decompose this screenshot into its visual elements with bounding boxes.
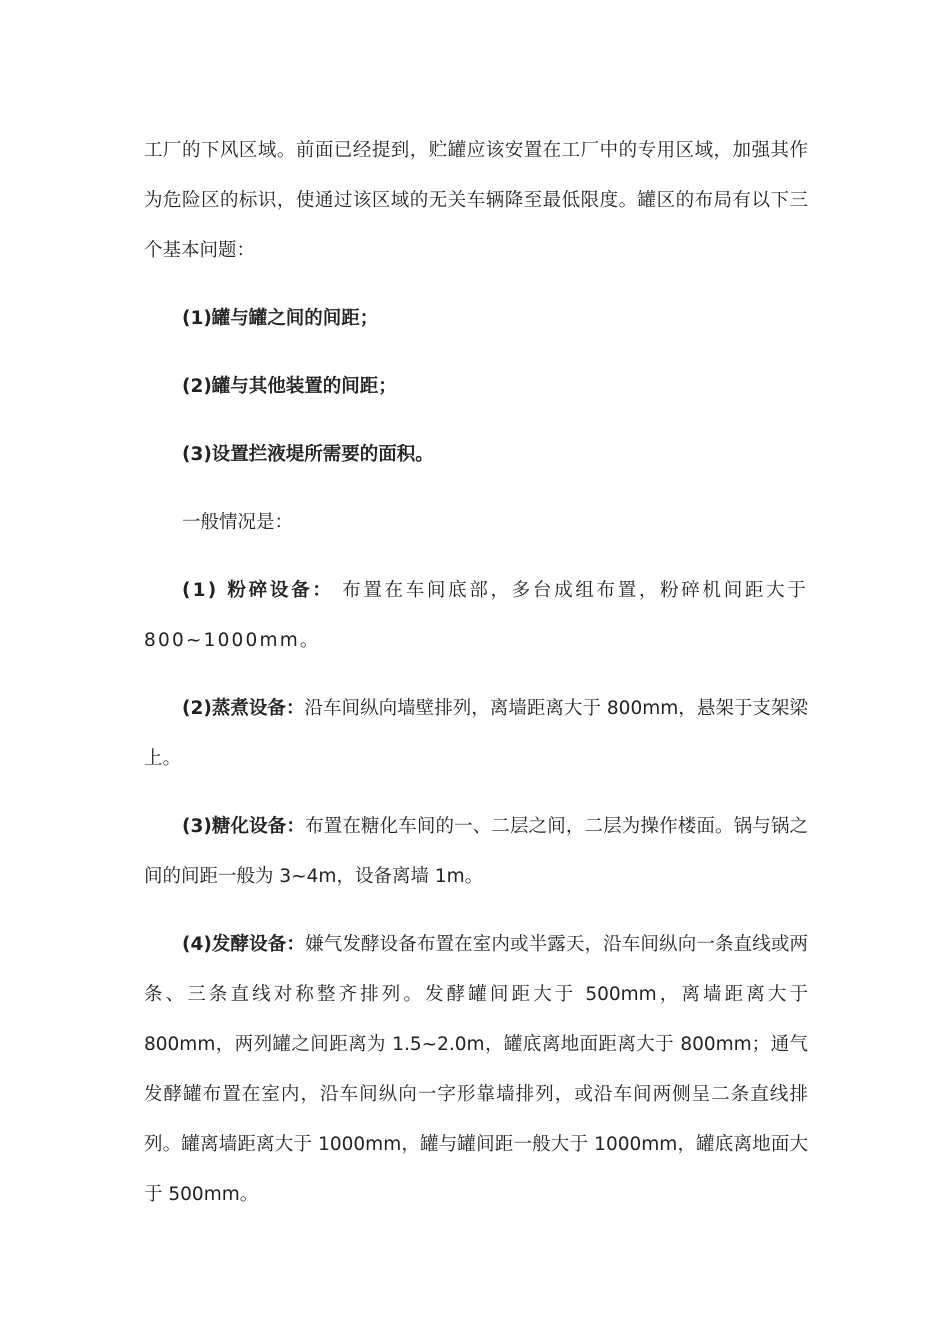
problem-item-2: (2)罐与其他装置的间距；: [182, 376, 397, 397]
item-crushing: [144, 566, 808, 666]
item-fermentation-text: 嫌气发酵设备布置在室内或半露天，沿车间纵向一条直线或两条、三条直线对称整齐排列。发酵罐间距大于 500mm，离墙距离大于 800mm，两列罐之间距离为 1.5~2.0m，罐底离地面距离大于 800mm；通气发酵罐布置在室内，沿车间纵向一字形靠墙排列，或沿车间两侧呈二条直线排列。罐离墙距离大于 1000mm，罐与罐间距一般大于 1000mm，罐底离地面大于 500mm。: [144, 934, 808, 1205]
item-crushing-text: 布置在车间底部，多台成组布置，粉碎机间距大于800~1000mm。: [144, 580, 809, 651]
item-fermentation: [144, 920, 808, 1220]
intro-paragraph: 工厂的下风区域。前面已经提到，贮罐应该安置在工厂中的专用区域，加强其作为危险区的标识，使通过该区域的无关车辆降至最低限度。罐区的布局有以下三个基本问题：: [144, 140, 808, 261]
problem-item-1: (1)罐与罐之间的间距；: [182, 308, 379, 329]
item-cooking-label: (2)蒸煮设备：: [182, 698, 305, 719]
item-saccharification: [144, 802, 808, 902]
item-fermentation-label: (4)发酵设备：: [182, 934, 306, 955]
item-crushing-label: (1) 粉碎设备：: [182, 580, 334, 601]
item-saccharification-text: 布置在糖化车间的一、二层之间，二层为操作楼面。锅与锅之间的间距一般为 3~4m，设备离墙 1m。: [144, 816, 808, 887]
item-saccharification-label: (3)糖化设备：: [182, 816, 306, 837]
problem-item-3: (3)设置拦液堤所需要的面积。: [182, 444, 434, 465]
document-page: [144, 126, 808, 1220]
item-cooking: [144, 684, 808, 784]
general-heading: 一般情况是：: [182, 512, 294, 533]
item-cooking-text: 沿车间纵向墙壁排列，离墙距离大于 800mm，悬架于支架梁上。: [144, 698, 808, 769]
